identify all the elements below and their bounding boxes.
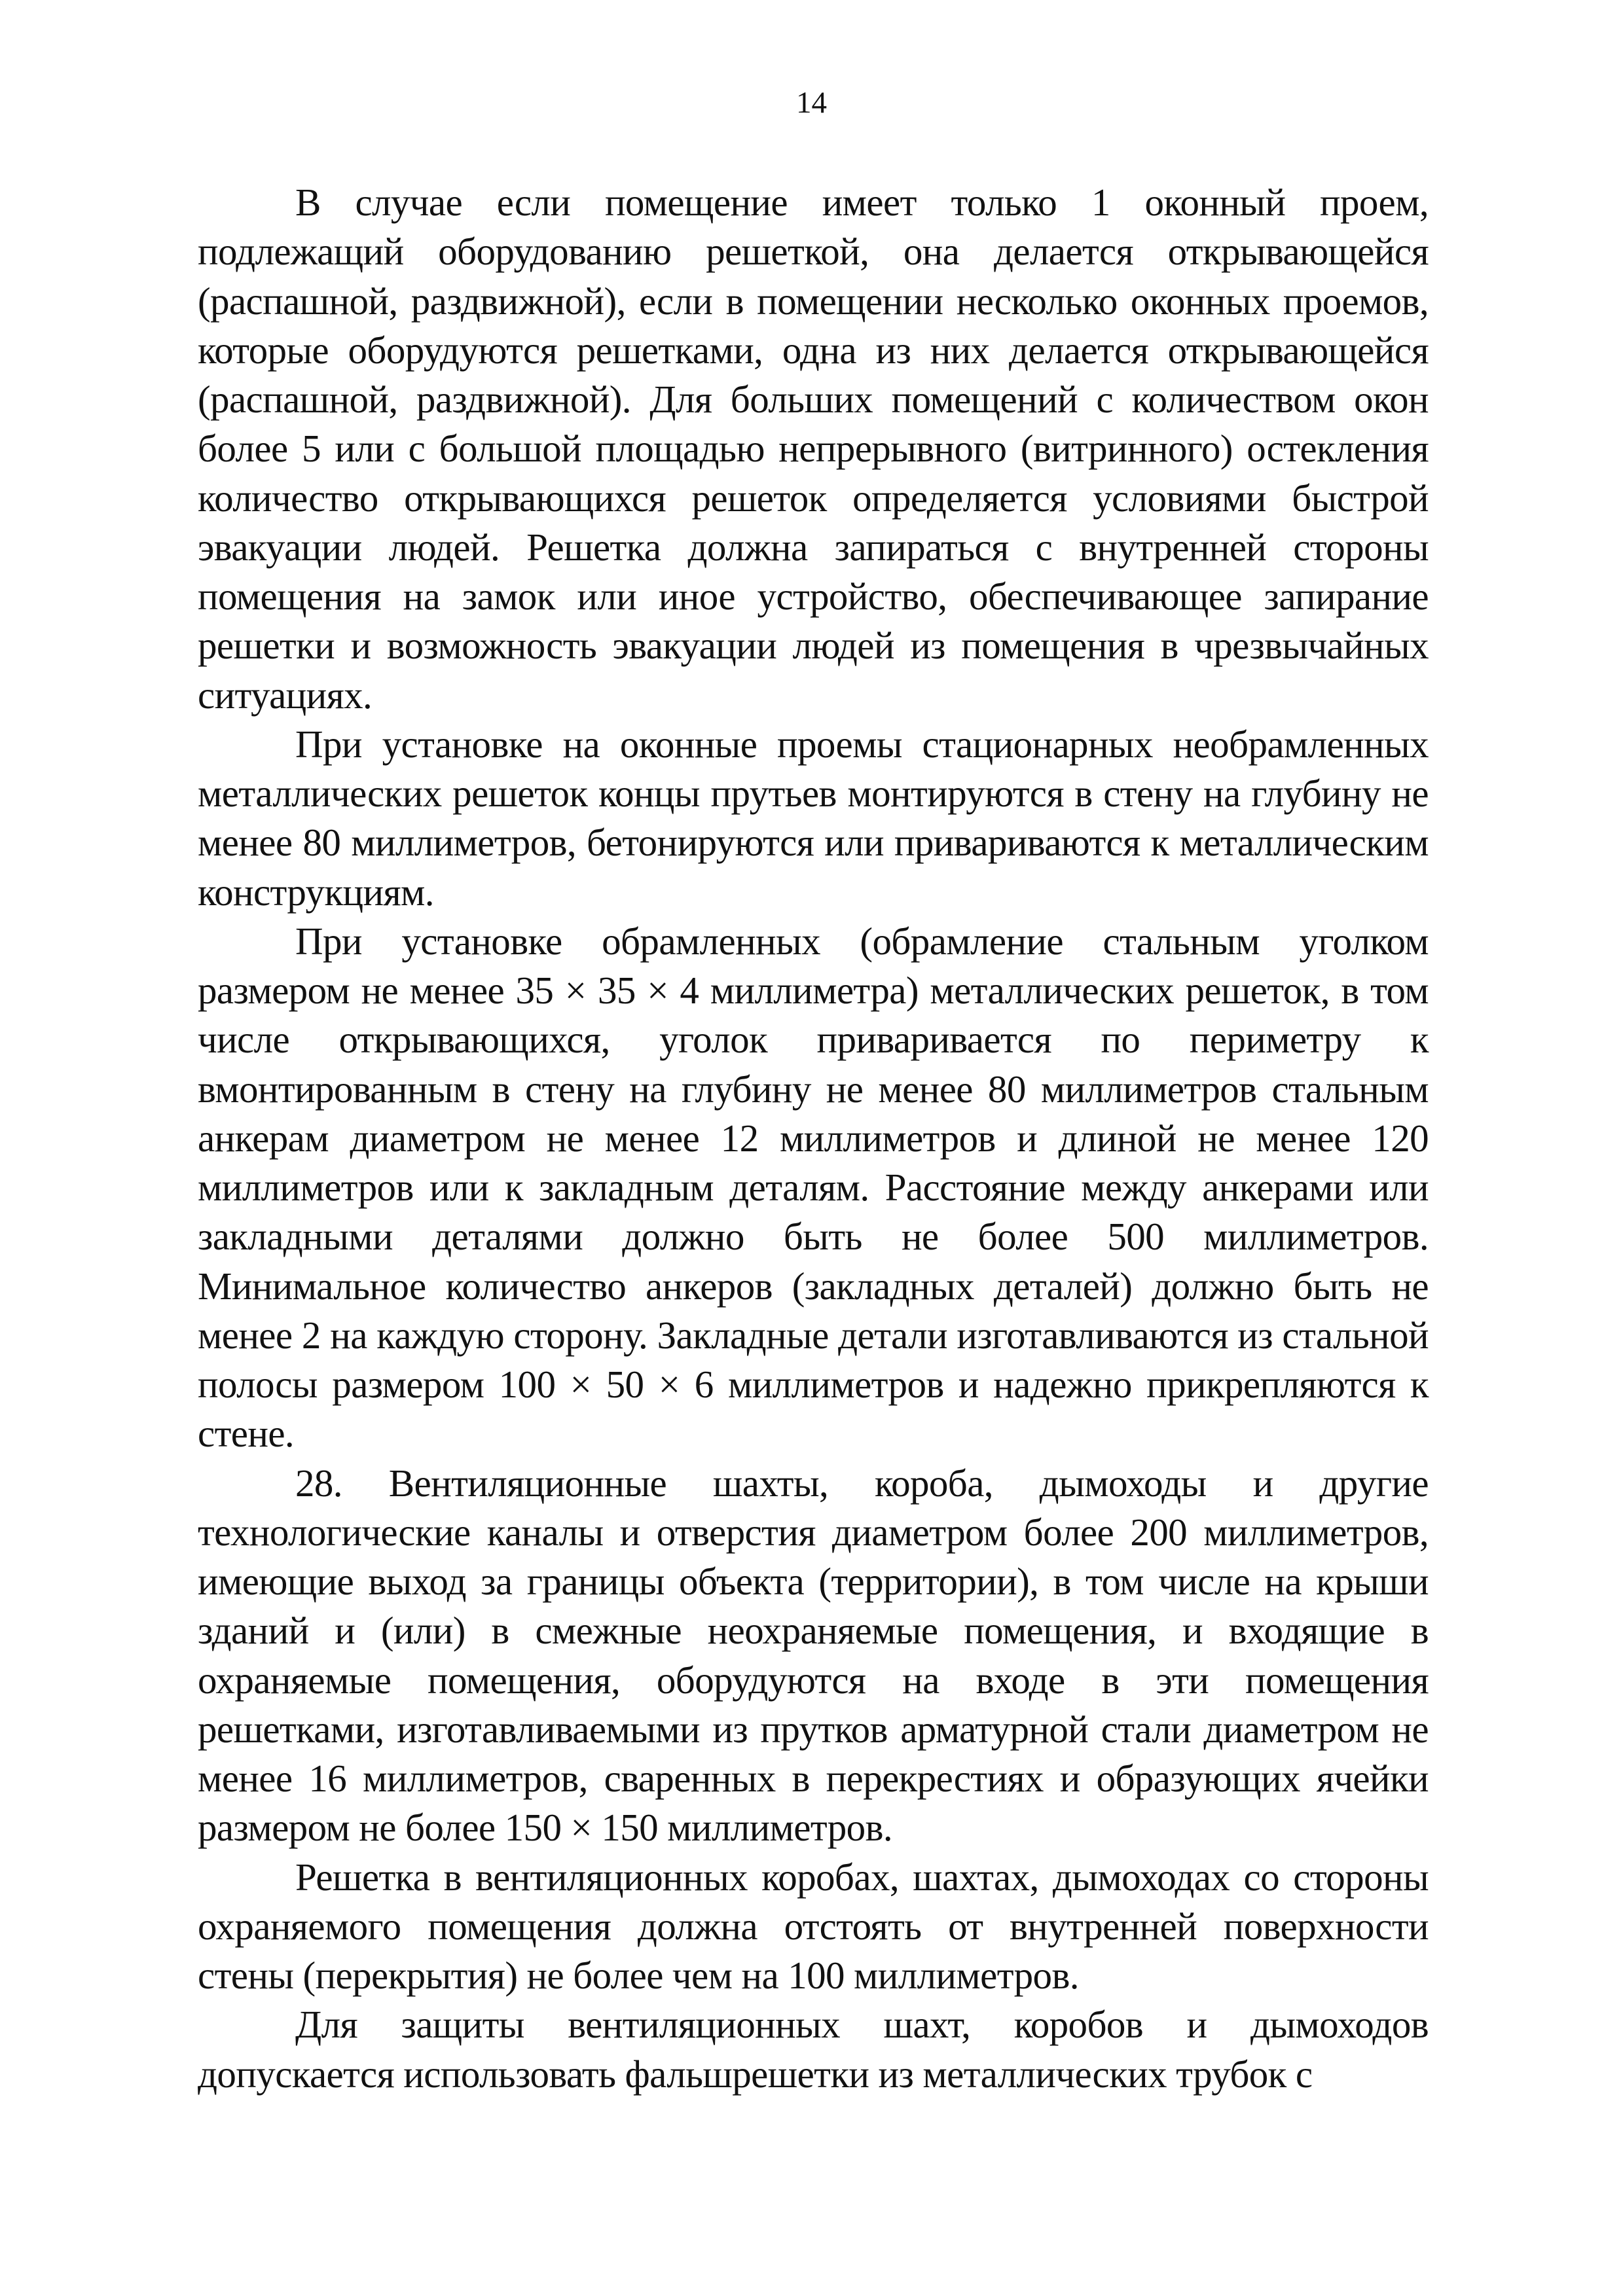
- paragraph-item-28-ventilation: 28. Вентиляционные шахты, короба, дымоходы и другие технологические каналы и отверстия диаметром более 200 миллиметров, имеющие выход за границы объекта (территории), в том числе на крыши зданий и (или) в смежные неохраняемые помещения, и входящие в охраняемые помещения, оборудуются на входе в эти помещения решетками, изготавливаемыми из прутков арматурной стали диаметром не менее 16 миллиметров, сваренных в перекрестиях и образующих ячейки размером не более 150 × 150 миллиметров.: [198, 1461, 1429, 1850]
- paragraph-framed-grilles: При установке обрамленных (обрамление стальным уголком размером не менее 35 × 35 × 4 миллиметра) металлических решеток, в том числе открывающихся, уголок приваривается по периметру к вмонтированным в стену на глубину не менее 80 миллиметров стальным анкерам диаметром не менее 12 миллиметров и длиной не менее 120 миллиметров или к закладным деталям. Расстояние между анкерами или закладными деталями должно быть не более 500 миллиметров. Минимальное количество анкеров (закладных деталей) должно быть не менее 2 на каждую сторону. Закладные детали изготавливаются из стальной полосы размером 100 × 50 × 6 миллиметров и надежно прикрепляются к стене.: [198, 919, 1429, 1456]
- page-number: 14: [796, 86, 827, 120]
- paragraph-stationary-grilles: При установке на оконные проемы стационарных необрамленных металлических решеток концы прутьев монтируются в стену на глубину не менее 80 миллиметров, бетонируются или привариваются к металлическим конструкциям.: [198, 722, 1429, 914]
- paragraph-grille-offset: Решетка в вентиляционных коробах, шахтах, дымоходах со стороны охраняемого помещения должна отстоять от внутренней поверхности стены (перекрытия) не более чем на 100 миллиметров.: [198, 1855, 1429, 1997]
- paragraph-false-grilles: Для защиты вентиляционных шахт, коробов и дымоходов допускается использовать фальшрешетки из металлических трубок с: [198, 2003, 1429, 2096]
- paragraph-window-grilles: В случае если помещение имеет только 1 оконный проем, подлежащий оборудованию решеткой, она делается открывающейся (распашной, раздвижной), если в помещении несколько оконных проемов, которые оборудуются решетками, одна из них делается открывающейся (распашной, раздвижной). Для больших помещений с количеством окон более 5 или с большой площадью непрерывного (витринного) остекления количество открывающихся решеток определяется условиями быстрой эвакуации людей. Решетка должна запираться с внутренней стороны помещения на замок или иное устройство, обеспечивающее запирание решетки и возможность эвакуации людей из помещения в чрезвычайных ситуациях.: [198, 181, 1429, 717]
- document-body: [198, 178, 1429, 2099]
